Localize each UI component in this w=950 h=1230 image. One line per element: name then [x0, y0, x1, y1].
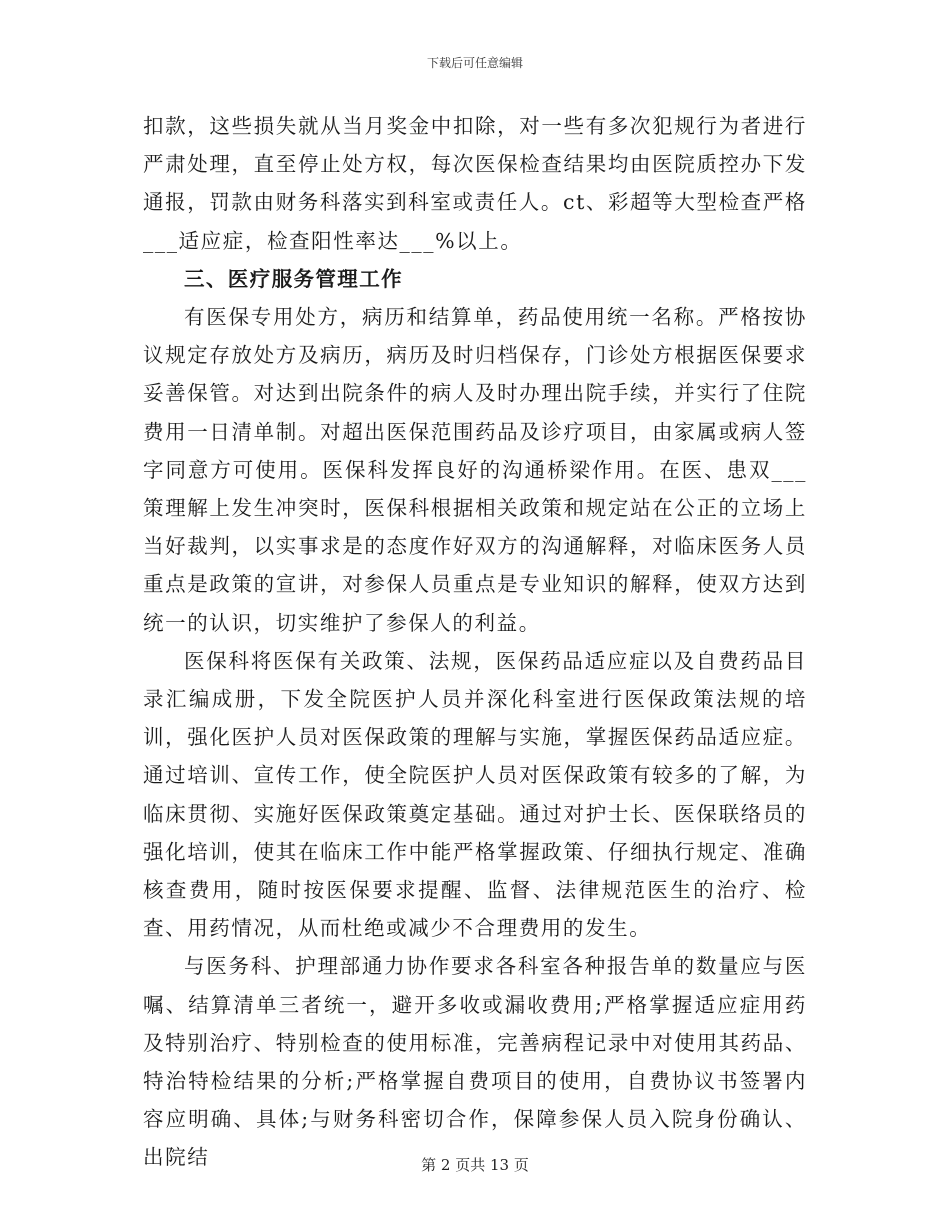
document-body	[143, 107, 807, 1177]
paragraph-service-management: 有医保专用处方，病历和结算单，药品使用统一名称。严格按协议规定存放处方及病历，病历及时归档保存，门诊处方根据医保要求妥善保管。对达到出院条件的病人及时办理出院手续，并实行了住院费用一日清单制。对超出医保范围药品及诊疗项目，由家属或病人签字同意方可使用。医保科发挥良好的沟通桥梁作用。在医、患双___策理解上发生冲突时，医保科根据相关政策和规定站在公正的立场上当好裁判，以实事求是的态度作好双方的沟通解释，对临床医务人员重点是政策的宣讲，对参保人员重点是专业知识的解释，使双方达到统一的认识，切实维护了参保人的利益。	[143, 305, 807, 635]
page-number: 第 2 页共 13 页	[421, 1156, 529, 1174]
page-header-note: 下载后可任意编辑	[426, 56, 523, 70]
section-heading: 三、医疗服务管理工作	[184, 266, 403, 291]
paragraph-cooperation: 与医务科、护理部通力协作要求各科室各种报告单的数量应与医嘱、结算清单三者统一，避开多收或漏收费用;严格掌握适应症用药及特别治疗、特别检查的使用标准，完善病程记录中对使用其药品、特治特检结果的分析;严格掌握自费项目的使用，自费协议书签署内容应明确、具体;与财务科密切合作，保障参保人员入院身份确认、出院结	[143, 954, 807, 1170]
paragraph-penalties: 扣款，这些损失就从当月奖金中扣除，对一些有多次犯规行为者进行严肃处理，直至停止处方权，每次医保检查结果均由医院质控办下发通报，罚款由财务科落实到科室或责任人。ct、彩超等大型检查严格___适应症，检查阳性率达___%以上。	[143, 114, 807, 253]
paragraph-policy-training: 医保科将医保有关政策、法规，医保药品适应症以及自费药品目录汇编成册，下发全院医护人员并深化科室进行医保政策法规的培训，强化医护人员对医保政策的理解与实施，掌握医保药品适应症。通过培训、宣传工作，使全院医护人员对医保政策有较多的了解，为临床贯彻、实施好医保政策奠定基础。通过对护士长、医保联络员的强化培训，使其在临床工作中能严格掌握政策、仔细执行规定、准确核查费用，随时按医保要求提醒、监督、法律规范医生的治疗、检查、用药情况，从而杜绝或减少不合理费用的发生。	[143, 648, 807, 941]
